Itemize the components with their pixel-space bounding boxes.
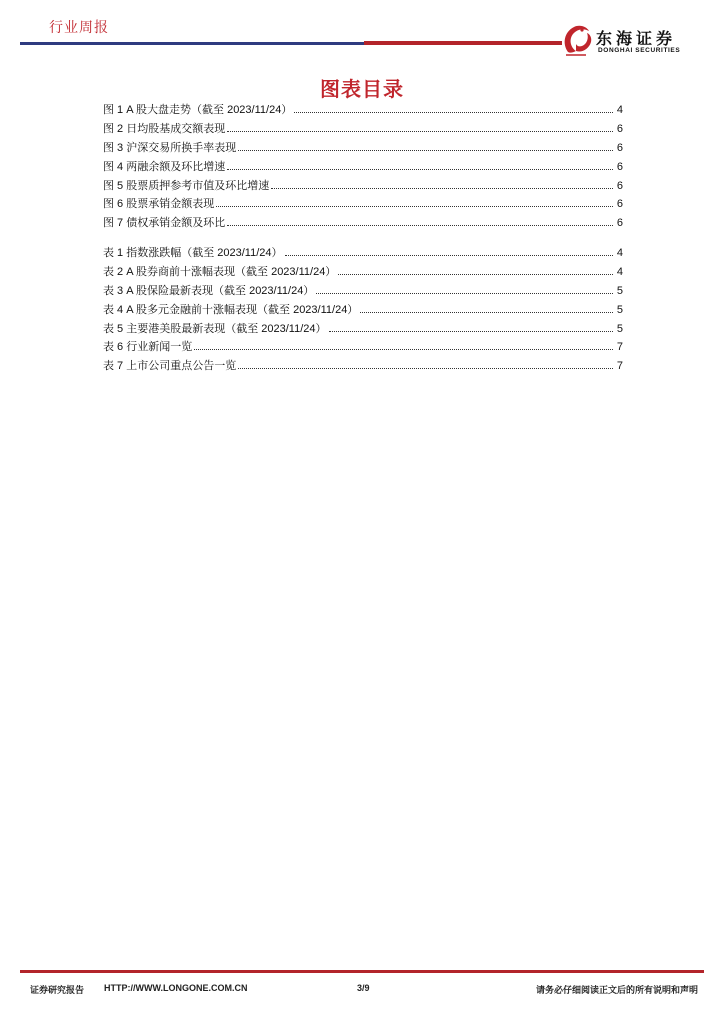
toc-entry-label: 图 4 两融余额及环比增速 xyxy=(103,160,226,173)
footer-disclaimer: 请务必仔细阅读正文后的所有说明和声明 xyxy=(535,985,698,995)
toc-figure-entry[interactable] xyxy=(103,195,623,214)
brand-name-cn: 东海证券 xyxy=(596,31,677,48)
toc-entry-page: 7 xyxy=(616,360,623,373)
toc-leader-dots xyxy=(227,130,613,132)
toc-table-entry[interactable] xyxy=(103,282,623,301)
header-rule-red xyxy=(364,41,562,45)
toc-leader-dots xyxy=(338,273,613,275)
toc-entry-label: 表 1 指数涨跌幅（截至 2023/11/24） xyxy=(103,247,283,259)
toc-table-entry[interactable] xyxy=(103,357,623,376)
toc-entry-page: 4 xyxy=(616,104,623,116)
toc-entry-label: 表 5 主要港美股最新表现（截至 2023/11/24） xyxy=(103,322,327,335)
toc-entry-page: 5 xyxy=(616,303,623,316)
toc-table-entry[interactable] xyxy=(103,244,623,263)
toc-entry-page: 6 xyxy=(616,179,623,192)
toc-entry-label: 图 7 债权承销金额及环比 xyxy=(103,217,226,230)
toc-title: 图表目录 xyxy=(320,79,404,101)
toc-leader-dots xyxy=(285,254,613,256)
toc-entry-label: 图 6 股票承销金额表现 xyxy=(103,198,215,211)
table-list xyxy=(103,244,623,376)
toc-entry-label: 图 3 沪深交易所换手率表现 xyxy=(103,141,237,154)
toc-entry-page: 7 xyxy=(616,341,623,354)
toc-entry-page: 6 xyxy=(616,198,623,211)
toc-figure-entry[interactable] xyxy=(103,214,623,233)
figure-list xyxy=(103,101,623,233)
toc-entry-page: 6 xyxy=(616,141,623,154)
toc-entry-page: 6 xyxy=(616,217,623,230)
toc-entry-label: 图 1 A 股大盘走势（截至 2023/11/24） xyxy=(103,104,293,116)
header-rule-navy xyxy=(20,42,364,45)
toc-entry-page: 4 xyxy=(616,247,623,259)
toc-leader-dots xyxy=(294,111,613,113)
dragon-logo-icon xyxy=(560,22,594,58)
header-category: 行业周报 xyxy=(49,19,109,35)
toc-entry-page: 6 xyxy=(616,160,623,173)
toc-entry-label: 表 2 A 股券商前十涨幅表现（截至 2023/11/24） xyxy=(103,265,337,278)
brand-logo xyxy=(560,22,710,60)
toc-leader-dots xyxy=(227,168,613,170)
toc-entry-label: 表 3 A 股保险最新表现（截至 2023/11/24） xyxy=(103,284,315,297)
toc-leader-dots xyxy=(329,330,613,332)
toc-figure-entry[interactable] xyxy=(103,101,623,120)
toc-table-entry[interactable] xyxy=(103,320,623,339)
toc-entry-page: 5 xyxy=(616,284,623,297)
footer-report-type: 证券研究报告 xyxy=(30,985,85,995)
toc-entry-label: 表 7 上市公司重点公告一览 xyxy=(103,360,237,373)
toc-entry-label: 图 5 股票质押参考市值及环比增速 xyxy=(103,179,270,192)
toc-figure-entry[interactable] xyxy=(103,158,623,177)
toc-leader-dots xyxy=(316,292,613,294)
toc-entry-page: 4 xyxy=(616,265,623,278)
footer-page-number: 3/9 xyxy=(357,983,370,993)
toc-leader-dots xyxy=(360,311,613,313)
brand-name-en: DONGHAI SECURITIES xyxy=(598,47,681,54)
toc-table-entry[interactable] xyxy=(103,338,623,357)
toc-table-entry[interactable] xyxy=(103,301,623,320)
toc-leader-dots xyxy=(194,348,613,350)
toc-leader-dots xyxy=(271,187,613,189)
toc-leader-dots xyxy=(238,367,613,369)
toc-entry-label: 表 4 A 股多元金融前十涨幅表现（截至 2023/11/24） xyxy=(103,303,359,316)
toc-entry-label: 表 6 行业新闻一览 xyxy=(103,341,193,354)
toc-entry-page: 5 xyxy=(616,322,623,335)
toc-entry-page: 6 xyxy=(616,122,623,135)
footer-url[interactable]: HTTP://WWW.LONGONE.COM.CN xyxy=(104,983,248,993)
toc-leader-dots xyxy=(227,224,613,226)
toc-figure-entry[interactable] xyxy=(103,139,623,158)
toc-leader-dots xyxy=(238,149,613,151)
toc-entry-label: 图 2 日均股基成交额表现 xyxy=(103,122,226,135)
toc-figure-entry[interactable] xyxy=(103,120,623,139)
toc-figure-entry[interactable] xyxy=(103,177,623,196)
footer-rule xyxy=(20,970,704,973)
toc-table-entry[interactable] xyxy=(103,263,623,282)
toc-leader-dots xyxy=(216,205,613,207)
